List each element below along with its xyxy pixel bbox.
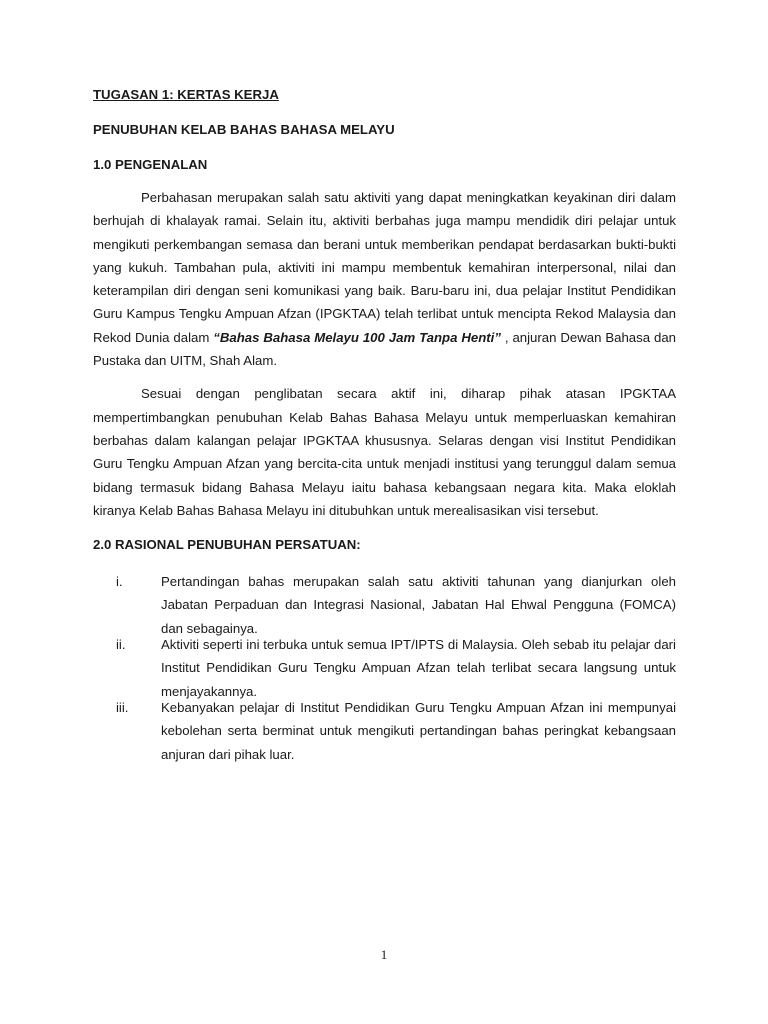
event-name-bold: “Bahas Bahasa Melayu 100 Jam Tanpa Henti” [213,329,501,345]
document-title: TUGASAN 1: KERTAS KERJA [93,87,279,102]
list-item [93,633,676,703]
list-item-text: Aktiviti seperti ini terbuka untuk semua IPT/IPTS di Malaysia. Oleh sebab itu pelajar dari Institut Pendidikan Guru Tengku Ampuan Afzan telah terlibat secara langsung untuk menjayakannya. [161,637,676,699]
list-item [93,570,676,640]
document-content [93,86,676,762]
page-number: 1 [380,947,388,962]
list-item-number: ii. [116,637,126,653]
list-item-number: iii. [116,699,129,715]
paragraph-introduction [93,186,676,372]
list-item-text: Pertandingan bahas merupakan salah satu aktiviti tahunan yang dianjurkan oleh Jabatan Perpaduan dan Integrasi Nasional, Jabatan Hal Ehwal Pengguna (FOMCA) dan sebagainya. [161,574,676,636]
paragraph-text: Perbahasan merupakan salah satu aktiviti yang dapat meningkatkan keyakinan diri dalam berhujah di khalayak ramai. Selain itu, aktiviti berbahas juga mampu mendidik diri pelajar untuk mengikuti perkembangan semasa dan berani untuk memberikan pendapat berdasarkan bukti-bukti yang kukuh. Tambahan pula, aktiviti ini mampu membentuk kemahiran interpersonal, nilai dan keterampilan diri dengan seni komunikasi yang baik. Baru-baru ini, dua pelajar Institut Pendidikan Guru Kampus Tengku Ampuan Afzan (IPGKTAA) telah terlibat untuk mencipta Rekod Malaysia dan Rekod Dunia dalam [93,190,676,345]
list-item-number: i. [116,574,123,590]
paragraph-text-end: , anjuran Dewan Bahasa dan Pustaka dan UITM, Shah Alam. [93,329,676,369]
section-heading-rasional: 2.0 RASIONAL PENUBUHAN PERSATUAN: [93,537,361,553]
list-item-text: Kebanyakan pelajar di Institut Pendidikan Guru Tengku Ampuan Afzan ini mempunyai kebolehan serta berminat untuk mengikuti pertandingan bahas peringkat kebangsaan anjuran dari pihak luar. [161,699,676,762]
document-subtitle: PENUBUHAN KELAB BAHAS BAHASA MELAYU [93,122,395,137]
rationale-list [93,570,676,766]
paragraph-purpose: Sesuai dengan penglibatan secara aktif ini, diharap pihak atasan IPGKTAA mempertimbangkan penubuhan Kelab Bahas Bahasa Melayu untuk memperluaskan kemahiran berbahas dalam kalangan pelajar IPGKTAA khususnya. Selaras dengan visi Institut Pendidikan Guru Tengku Ampuan Afzan yang bercita-cita untuk menjadi institusi yang terunggul dalam semua bidang termasuk bidang Bahasa Melayu iaitu bahasa kebangsaan negara kita. Maka eloklah kiranya Kelab Bahas Bahasa Melayu ini ditubuhkan untuk merealisasikan visi tersebut. [93,386,676,518]
list-item [93,696,676,766]
section-heading-pengenalan: 1.0 PENGENALAN [93,157,208,172]
